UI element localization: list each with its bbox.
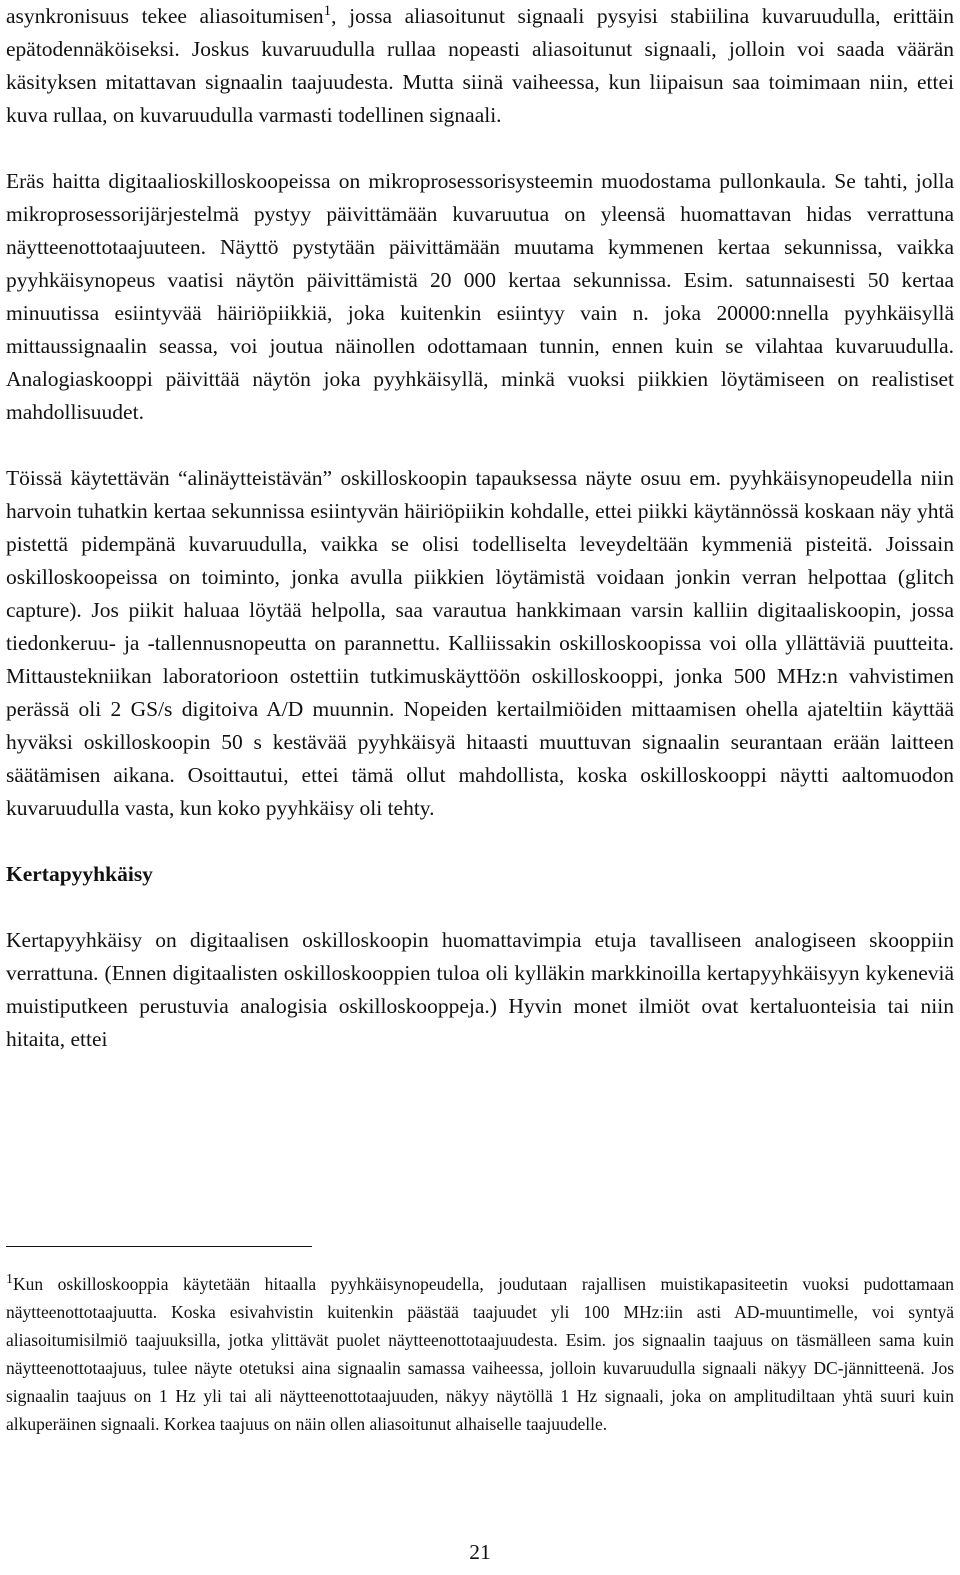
document-page — [6, 0, 954, 1056]
paragraph-spacer — [6, 825, 954, 858]
footnote-mark: 1 — [6, 1272, 13, 1288]
paragraph-aliasing — [6, 0, 954, 132]
footnote-divider — [6, 1246, 312, 1247]
footnote — [6, 1270, 954, 1438]
paragraph-single-sweep: Kertapyyhkäisy on digitaalisen oskilloskoopin huomattavimpia etuja tavalliseen analogiseen skooppiin verrattuna. (Ennen digitaalisten oskilloskooppien tuloa oli kylläkin markkinoilla kertapyyhkäisyyn kykeneviä muistiputkeen perustuvia analogisia oskilloskooppeja.) Hyvin monet ilmiöt ovat kertaluonteisia tai niin hitaita, ettei — [6, 928, 954, 1051]
paragraph-aliasing-text-end: , jossa aliasoitunut signaali pysyisi stabiilina kuvaruudulla, erittäin epätodennäköiseksi. Joskus kuvaruudulla rullaa nopeasti aliasoitunut signaali, jolloin voi saada väärän käsityksen mitattavan signaalin taajuudesta. Mutta siinä vaiheessa, kun liipaisun saa toimimaan niin, ettei kuva rullaa, on kuvaruudulla varmasti todellinen signaali. — [6, 4, 954, 127]
paragraph-spacer — [6, 132, 954, 165]
paragraph-aliasing-text-start: asynkronisuus tekee aliasoitumisen — [6, 4, 324, 28]
paragraph-spacer — [6, 429, 954, 462]
section-heading: Kertapyyhkäisy — [6, 862, 153, 886]
paragraph-spacer — [6, 891, 954, 924]
paragraph-undersampling: Töissä käytettävän “alinäytteistävän” oskilloskoopin tapauksessa näyte osuu em. pyyhkäisynopeudella niin harvoin tuhatkin kertaa sekunnissa esiintyvän häiriöpiikin kohdalle, ettei piikki käytännössä koskaan näy yhtä pistettä pidempänä kuvaruudulla, vaikka se olisi todelliselta leveydeltään kymmeniä pisteitä. Joissain oskilloskoopeissa on toiminto, jonka avulla piikkien löytämistä voidaan jonkin verran helpottaa (glitch capture). Jos piikit haluaa löytää helpolla, saa varautua hankkimaan varsin kalliin digitaaliskoopin, jossa tiedonkeruu- ja -tallennusnopeutta on parannettu. Kalliissakin oskilloskoopissa voi olla yllättäviä puutteita. Mittaustekniikan laboratorioon ostettiin tutkimuskäyttöön oskilloskooppi, jonka 500 MHz:n vahvistimen perässä oli 2 GS/s digitoiva A/D muunnin. Nopeiden kertailmiöiden mittaamisen ohella ajateltiin käyttää hyväksi oskilloskoopin 50 s kestävää pyyhkäisyä hitaasti muuttuvan signaalin seurantaan erään laitteen säätämisen aikana. Osoittautui, ettei tämä ollut mahdollista, koska oskilloskooppi näytti aaltomuodon kuvaruudulla vasta, kun koko pyyhkäisy oli tehty. — [6, 466, 954, 820]
paragraph-bottleneck: Eräs haitta digitaalioskilloskoopeissa on mikroprosessorisysteemin muodostama pullonkaula. Se tahti, jolla mikroprosessorijärjestelmä pystyy päivittämään kuvaruutua on yleensä huomattavan hidas verrattuna näytteenottotaajuuteen. Näyttö pystytään päivittämään muutama kymmenen kertaa sekunnissa, vaikka pyyhkäisynopeus vaatisi näytön päivittämistä 20 000 kertaa sekunnissa. Esim. satunnaisesti 50 kertaa minuutissa esiintyvää häiriöpiikkiä, joka kuitenkin esiintyy vain n. joka 20000:nnella pyyhkäisyllä mittaussignaalin seassa, voi joutua näinollen odottamaan tunnin, ennen kuin se vilahtaa kuvaruudulla. Analogiaskooppi päivittää näytön joka pyyhkäisyllä, minkä vuoksi piikkien löytämiseen on realistiset mahdollisuudet. — [6, 169, 954, 424]
page-number: 21 — [469, 1540, 491, 1564]
footnote-reference-mark: 1 — [323, 2, 332, 19]
footnote-text: Kun oskilloskooppia käytetään hitaalla pyyhkäisynopeudella, joudutaan rajallisen muistikapasiteetin vuoksi pudottamaan näytteenottotaajuutta. Koska esivahvistin kuitenkin päästää taajuudet yli 100 MHz:iin asti AD-muuntimelle, voi syntyä aliasoitumisilmiö taajuuksilla, jotka ylittävät puolet näytteenottotaajuudesta. Esim. jos signaalin taajuus on täsmälleen sama kuin näytteenottotaajuus, tulee näyte otetuksi aina signaalin samassa vaiheessa, jolloin kuvaruudulla signaali näkyy DC-jännitteenä. Jos signaalin taajuus on 1 Hz yli tai ali näytteenottotaajuuden, näkyy näytöllä 1 Hz signaali, joka on amplitudiltaan yhtä suuri kuin alkuperäinen signaali. Korkea taajuus on näin ollen aliasoitunut alhaiselle taajuudelle. — [6, 1274, 954, 1434]
